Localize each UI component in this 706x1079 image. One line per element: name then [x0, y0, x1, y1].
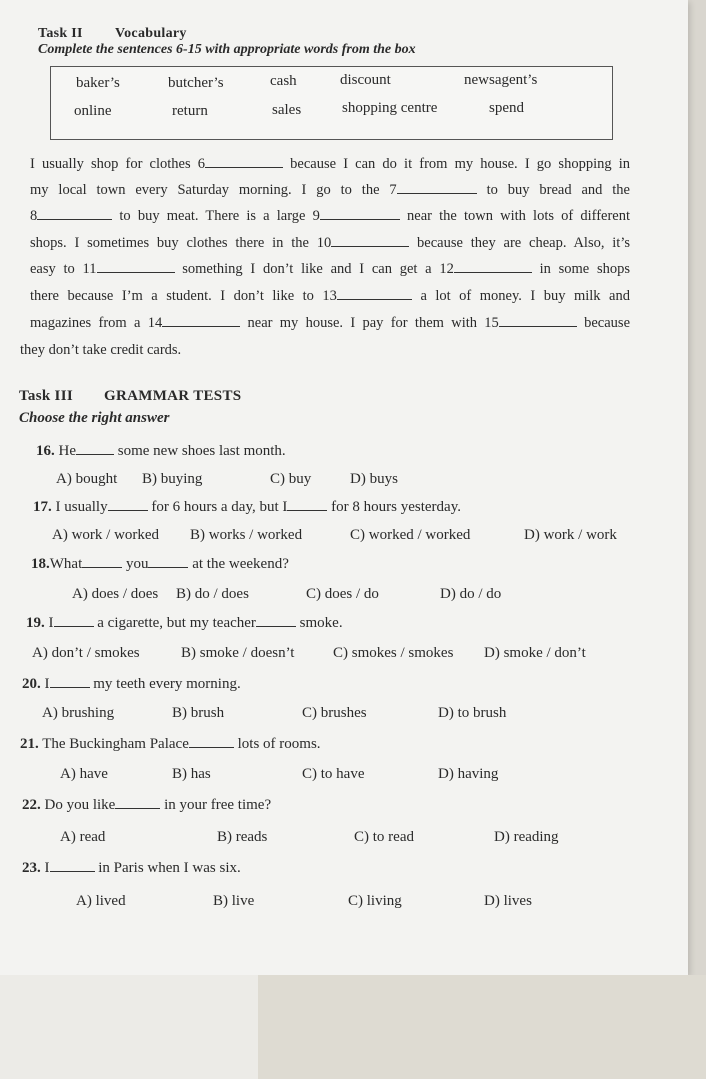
word-item: butcher’s	[168, 75, 224, 91]
word-box	[50, 66, 613, 140]
answer-option[interactable]: D) work / work	[524, 527, 617, 543]
question-17: 17. I usually for 6 hours a day, but I for 8 hours yesterday.	[33, 499, 461, 515]
answer-option[interactable]: B) has	[172, 766, 211, 782]
task3-subtitle: GRAMMAR TESTS	[104, 388, 242, 404]
answer-option[interactable]: B) smoke / doesn’t	[181, 645, 295, 661]
answer-option[interactable]: C) does / do	[306, 586, 379, 602]
answer-option[interactable]: C) brushes	[302, 705, 367, 721]
paragraph-line: there because I’m a student. I don’t like to 13 a lot of money. I buy milk and	[30, 288, 630, 304]
word-item: shopping centre	[342, 100, 438, 116]
word-item: newsagent’s	[464, 72, 538, 88]
paragraph-line: magazines from a 14 near my house. I pay for them with 15 because	[30, 315, 631, 331]
paragraph-line: my local town every Saturday morning. I go to the 7 to buy bread and the	[30, 182, 630, 198]
word-item: spend	[489, 100, 524, 116]
word-item: baker’s	[76, 75, 120, 91]
word-item: discount	[340, 72, 391, 88]
answer-option[interactable]: A) does / does	[72, 586, 159, 602]
question-16: 16. He some new shoes last month.	[36, 443, 286, 459]
answer-option[interactable]: C) to have	[302, 766, 365, 782]
paragraph-line: easy to 11 something I don’t like and I can get a 12 in some shops	[30, 261, 631, 277]
answer-option[interactable]: A) brushing	[42, 705, 115, 721]
answer-option[interactable]: B) do / does	[176, 586, 249, 602]
answer-option[interactable]: A) work / worked	[52, 527, 160, 543]
paragraph-line: shops. I sometimes buy clothes there in the 10 because they are cheap. Also, it’s	[30, 235, 630, 251]
question-18: 18.What you at the weekend?	[31, 556, 289, 572]
answer-option[interactable]: C) worked / worked	[350, 527, 471, 543]
word-item: online	[74, 103, 112, 119]
answer-option[interactable]: C) buy	[270, 471, 312, 487]
paragraph-line: 8 to buy meat. There is a large 9 near the town with lots of different	[30, 208, 631, 224]
desk-surface-right	[258, 975, 706, 1079]
task2-instruction: Complete the sentences 6-15 with appropriate words from the box	[38, 42, 416, 57]
answer-option[interactable]: B) live	[213, 893, 255, 909]
answer-option[interactable]: A) don’t / smokes	[32, 645, 140, 661]
answer-option[interactable]: C) living	[348, 893, 402, 909]
task3-title: Task III	[19, 388, 73, 404]
answer-option[interactable]: A) bought	[56, 471, 118, 487]
paragraph-line: I usually shop for clothes 6 because I can do it from my house. I go shopping in	[30, 156, 631, 172]
desk-surface-left	[0, 975, 258, 1079]
answer-option[interactable]: D) lives	[484, 893, 532, 909]
question-23: 23. I in Paris when I was six.	[22, 860, 241, 876]
question-22: 22. Do you like in your free time?	[22, 797, 272, 813]
answer-option[interactable]: D) buys	[350, 471, 398, 487]
answer-option[interactable]: B) works / worked	[190, 527, 303, 543]
task2-subtitle: Vocabulary	[115, 26, 187, 41]
answer-option[interactable]: B) brush	[172, 705, 225, 721]
answer-option[interactable]: C) smokes / smokes	[333, 645, 454, 661]
answer-option[interactable]: D) having	[438, 766, 499, 782]
word-item: return	[172, 103, 208, 119]
task2-title: Task II	[38, 26, 83, 41]
question-21: 21. The Buckingham Palace lots of rooms.	[20, 736, 321, 752]
answer-option[interactable]: D) to brush	[438, 705, 507, 721]
answer-option[interactable]: D) do / do	[440, 586, 502, 602]
answer-option[interactable]: D) reading	[494, 829, 559, 845]
paragraph-line: they don’t take credit cards.	[20, 342, 182, 358]
question-19: 19. I a cigarette, but my teacher smoke.	[26, 615, 343, 631]
question-20: 20. I my teeth every morning.	[22, 676, 241, 692]
answer-option[interactable]: D) smoke / don’t	[484, 645, 586, 661]
answer-option[interactable]: B) reads	[217, 829, 268, 845]
answer-option[interactable]: A) read	[60, 829, 106, 845]
word-item: cash	[270, 73, 297, 89]
answer-option[interactable]: B) buying	[142, 471, 203, 487]
word-item: sales	[272, 102, 302, 118]
answer-option[interactable]: A) lived	[76, 893, 126, 909]
task3-instruction: Choose the right answer	[19, 410, 170, 426]
answer-option[interactable]: A) have	[60, 766, 108, 782]
answer-option[interactable]: C) to read	[354, 829, 414, 845]
